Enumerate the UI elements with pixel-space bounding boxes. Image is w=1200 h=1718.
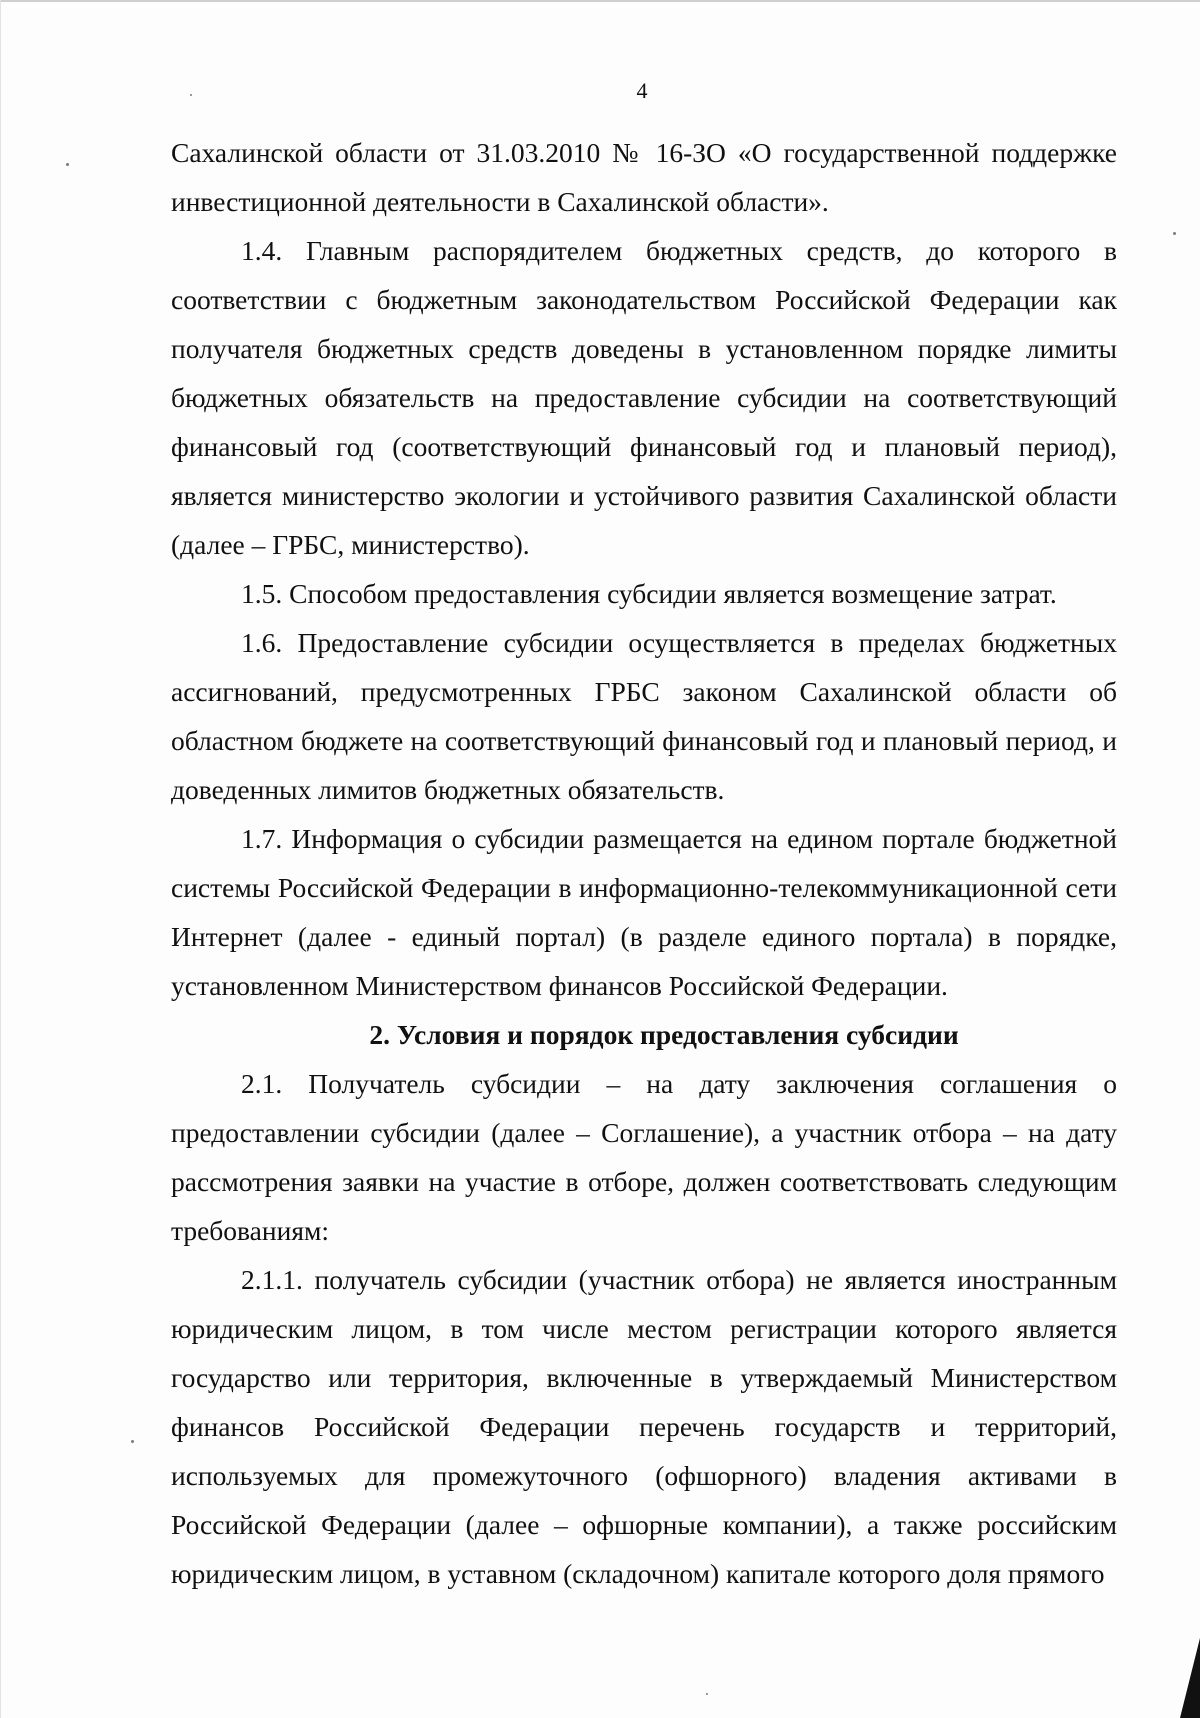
paragraph-1-4: 1.4. Главным распорядителем бюджетных средств, до которого в соответствии с бюджетным законодательством Российской Федерации как получателя бюджетных средств доведены в установленном порядке лимиты бюджетных обязательств на предоставление субсидии на соответствующий финансовый год (соответствующий финансовый год и плановый период), является министерство экологии и устойчивого развития Сахалинской области (далее – ГРБС, министерство). [171,235,1117,560]
paragraph-1-7: 1.7. Информация о субсидии размещается на едином портале бюджетной системы Российской Федерации в информационно-телекоммуникационной сети Интернет (далее - единый портал) (в разделе единого портала) в порядке, установленном Министерством финансов Российской Федерации. [171,823,1117,1001]
page-number: 4 [636,78,648,103]
paragraph-continuation: Сахалинской области от 31.03.2010 № 16-ЗО «О государственной поддержке инвестиционной деятельности в Сахалинской области». [171,137,1117,217]
section-heading-2: 2. Условия и порядок предоставления субсидии [369,1019,959,1050]
scan-speck [706,1693,708,1695]
scan-corner-mark [1178,1638,1200,1718]
document-body [171,128,1117,1598]
scan-speck [190,94,192,96]
paragraph-2-1: 2.1. Получатель субсидии – на дату заключения соглашения о предоставлении субсидии (далее – Соглашение), а участник отбора – на дату рассмотрения заявки на участие в отборе, должен соответствовать следующим требованиям: [171,1068,1117,1246]
scan-left-edge [0,0,1,1718]
paragraph-1-5: 1.5. Способом предоставления субсидии является возмещение затрат. [241,578,1057,609]
scan-speck [66,163,69,166]
scan-top-edge [0,0,1200,2]
paragraph-1-6: 1.6. Предоставление субсидии осуществляется в пределах бюджетных ассигнований, предусмотренных ГРБС законом Сахалинской области об областном бюджете на соответствующий финансовый год и плановый период, и доведенных лимитов бюджетных обязательств. [171,627,1117,805]
scan-speck [1173,232,1176,235]
scan-speck [131,1440,134,1443]
paragraph-2-1-1: 2.1.1. получатель субсидии (участник отбора) не является иностранным юридическим лицом, в том числе местом регистрации которого является государство или территория, включенные в утверждаемый Министерством финансов Российской Федерации перечень государств и территорий, используемых для промежуточного (офшорного) владения активами в Российской Федерации (далее – офшорные компании), а также российским юридическим лицом, в уставном (складочном) капитале которого доля прямого [171,1264,1117,1589]
